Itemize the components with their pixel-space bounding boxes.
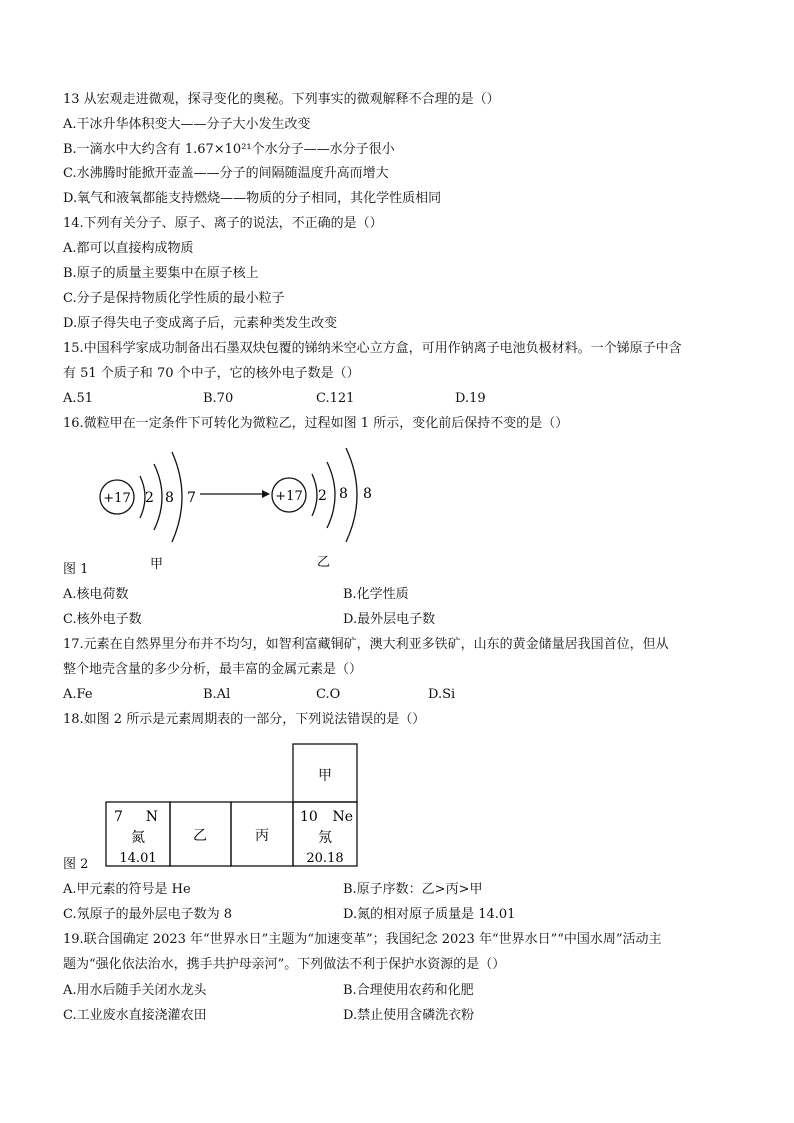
cell-bing-label: 丙 — [255, 828, 269, 844]
q18-option-c: C.氖原子的最外层电子数为 8 — [63, 907, 233, 922]
neon-symbol: Ne — [332, 809, 353, 825]
q19-stem-line2: 题为“强化依法治水，携手共护母亲河”。下列做法不利于保护水资源的是（） — [63, 957, 506, 972]
yi-shell-electrons: 8 — [363, 486, 372, 502]
cell-yi-label: 乙 — [193, 828, 207, 844]
yi-nucleus-charge: +17 — [275, 489, 303, 504]
figure-2-periodic-table — [100, 738, 370, 870]
q13-option-b: B.一滴水中大约含有 1.67×10²¹个水分子——水分子很小 — [63, 142, 395, 157]
jia-shell-electrons: 8 — [165, 490, 174, 506]
jia-shell-arc — [154, 464, 162, 530]
nitrogen-symbol: N — [145, 809, 158, 825]
q15-option-c: C.121 — [316, 391, 355, 406]
nitrogen-name: 氮 — [131, 830, 145, 846]
arrow-head — [262, 490, 270, 498]
q15-option-b: B.70 — [203, 391, 234, 406]
jia-shell-electrons: 7 — [187, 490, 196, 506]
yi-shell-arc — [312, 474, 317, 516]
q17-option-a: A.Fe — [63, 687, 93, 702]
q17-option-d: D.Si — [428, 687, 456, 702]
q19-option-d: D.禁止使用含磷洗衣粉 — [343, 1008, 475, 1023]
q17-option-b: B.Al — [203, 687, 231, 702]
yi-shell-arc — [327, 462, 335, 528]
q15-stem-line2: 有 51 个质子和 70 个中子，它的核外电子数是（） — [63, 366, 360, 381]
q13-option-d: D.氧气和液氧都能支持燃烧——物质的分子相同，其化学性质相同 — [63, 191, 442, 206]
q19-option-a: A.用水后随手关闭水龙头 — [63, 983, 207, 998]
cell-jia-label: 甲 — [318, 768, 332, 784]
q18-stem: 18.如图 2 所示是元素周期表的一部分，下列说法错误的是（） — [63, 712, 426, 727]
q18-option-d: D.氮的相对原子质量是 14.01 — [343, 907, 516, 922]
jia-label: 甲 — [150, 557, 164, 572]
q14-stem: 14.下列有关分子、原子、离子的说法，不正确的是（） — [63, 216, 383, 231]
q14-option-a: A.都可以直接构成物质 — [63, 241, 194, 256]
q15-stem-line1: 15.中国科学家成功制备出石墨双炔包覆的锑纳米空心立方盒，可用作钠离子电池负极材料。一个锑原子中含 — [63, 341, 682, 356]
jia-nucleus-charge: +17 — [103, 491, 131, 506]
q19-stem-line1: 19.联合国确定 2023 年“世界水日”主题为“加速变革”；我国纪念 2023 年“世界水日”“中国水周”活动主 — [63, 932, 662, 947]
q14-option-c: C.分子是保持物质化学性质的最小粒子 — [63, 291, 285, 306]
q13-option-a: A.干冰升华体积变大——分子大小发生改变 — [63, 117, 311, 132]
q16-option-a: A.核电荷数 — [63, 587, 129, 602]
q14-option-b: B.原子的质量主要集中在原子核上 — [63, 266, 259, 281]
q14-option-d: D.原子得失电子变成离子后，元素种类发生改变 — [63, 316, 338, 331]
jia-shell-electrons: 2 — [145, 490, 154, 506]
q17-stem-line1: 17.元素在自然界里分布并不均匀，如智利富藏铜矿，澳大利亚多铁矿，山东的黄金储量居我国首位，但从 — [63, 637, 669, 652]
q13-stem: 13 从宏观走进微观，探寻变化的奥秘。下列事实的微观解释不合理的是（） — [63, 92, 500, 107]
figure-1-atom-structure — [90, 438, 390, 578]
yi-label: 乙 — [317, 555, 331, 570]
q19-option-b: B.合理使用农药和化肥 — [343, 983, 474, 998]
neon-mass: 20.18 — [306, 851, 344, 866]
q15-option-a: A.51 — [63, 391, 94, 406]
yi-shell-electrons: 8 — [339, 486, 348, 502]
q18-option-b: B.原子序数：乙>丙>甲 — [343, 882, 483, 897]
neon-number: 10 — [300, 809, 318, 825]
q18-option-a: A.甲元素的符号是 He — [63, 882, 191, 897]
q13-option-c: C.水沸腾时能掀开壶盖——分子的间隔随温度升高而增大 — [63, 166, 389, 181]
q16-stem: 16.微粒甲在一定条件下可转化为微粒乙，过程如图 1 所示，变化前后保持不变的是（） — [63, 416, 569, 431]
q16-option-d: D.最外层电子数 — [343, 612, 436, 627]
q17-option-c: C.O — [316, 687, 341, 702]
q19-option-c: C.工业废水直接浇灌农田 — [63, 1008, 207, 1023]
q17-stem-line2: 整个地壳含量的多少分析，最丰富的金属元素是（） — [63, 662, 363, 677]
q15-option-d: D.19 — [455, 391, 486, 406]
nitrogen-mass: 14.01 — [119, 851, 157, 866]
yi-shell-electrons: 2 — [318, 488, 327, 504]
nitrogen-number: 7 — [114, 809, 123, 825]
q16-option-b: B.化学性质 — [343, 587, 409, 602]
figure-2-label: 图 2 — [63, 857, 89, 872]
figure-1-label: 图 1 — [63, 562, 89, 577]
q16-option-c: C.核外电子数 — [63, 612, 142, 627]
neon-name: 氖 — [318, 830, 332, 846]
